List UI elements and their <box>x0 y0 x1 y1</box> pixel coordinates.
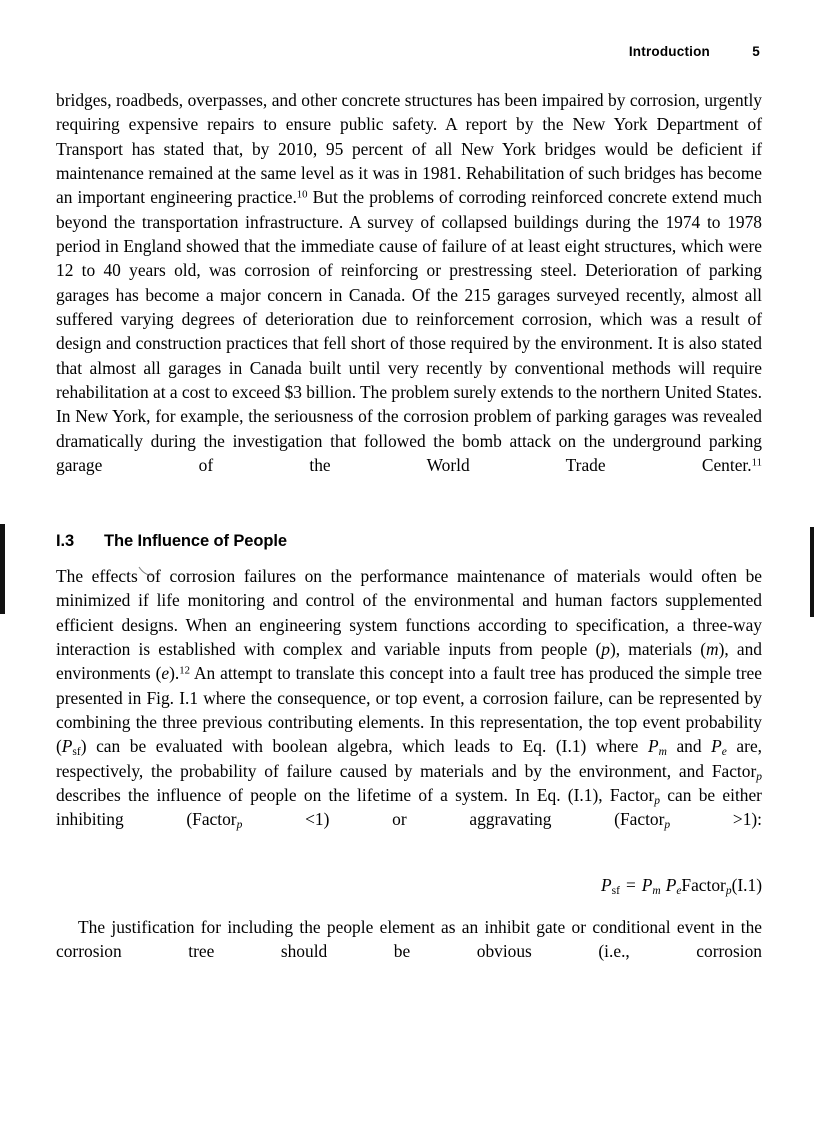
symbol-P-e: P <box>711 736 722 757</box>
paragraph-text-segment: ). <box>169 663 180 684</box>
variable-m: m <box>706 638 719 659</box>
running-head-title: Introduction <box>628 44 710 59</box>
equation-operator: = <box>625 874 636 895</box>
spacer <box>56 896 762 915</box>
paragraph-text-segment: describes the influence of people on the lifetime of a system. In Eq. (I.1), Factor <box>56 784 655 805</box>
display-equation <box>56 875 762 896</box>
variable-e: e <box>161 663 170 684</box>
footnote-marker-12: 12 <box>179 664 191 677</box>
equation-rhs-2-base: P <box>665 874 677 895</box>
equation-rhs-3-word: Factor <box>681 874 726 895</box>
paragraph-text-segment: ) can be evaluated with boolean algebra, which leads to Eq. (I.1) where <box>80 736 648 757</box>
equation-rhs-1-subscript: m <box>652 885 661 898</box>
spacer <box>56 551 762 564</box>
paragraph-text-segment: ), materials ( <box>610 638 707 659</box>
paragraph-text-segment: The justification for including the people element as an inhibit gate or conditional event in the corrosion tree should be obvious (i.e., corrosion <box>56 916 762 962</box>
spacer <box>56 502 762 532</box>
paragraph-text-segment: can be either inhibiting (Factor <box>56 784 762 830</box>
symbol-P-sf: P <box>61 736 73 757</box>
subscript-m: m <box>658 746 667 759</box>
scan-artifact-left-edge-bar <box>0 524 5 614</box>
section-number: I.3 <box>56 531 75 550</box>
equation-lhs-subscript: sf <box>611 885 620 898</box>
section-title: The Influence of People <box>104 531 287 550</box>
running-head <box>56 44 760 64</box>
closing-paragraph <box>56 915 762 988</box>
paragraph-text-segment: <1) or aggravating (Factor <box>242 809 665 830</box>
text-column <box>56 88 762 988</box>
subscript-p-1: p <box>756 770 762 783</box>
subscript-p-3: p <box>236 819 243 832</box>
section-heading <box>56 532 762 551</box>
subscript-e: e <box>721 746 727 759</box>
footnote-marker-10: 10 <box>296 188 308 201</box>
section-paragraph <box>56 564 762 856</box>
page-number: 5 <box>752 44 760 59</box>
footnote-marker-11: 11 <box>751 456 762 469</box>
paragraph-text-segment: >1): <box>670 809 763 830</box>
paragraph-text-segment: But the problems of corroding reinforced concrete extend much beyond the transportation infrastructure. A survey of collapsed buildings during the 1974 to 1978 period in England showed that the immediate cause of failure of at least eight structures, which were 12 to 40 years old, was corrosion of reinforcing or prestressing steel. Deterioration of parking garages has become a major concern in Canada. Of the 215 garages surveyed recently, almost all suffered varying degrees of deterioration due to reinforcement corrosion, which was a result of design and construction practices that fell short of those required by the environment. It is also stated that almost all garages in Canada built until very recently by conventional methods will require rehabilitation at a cost to exceed $3 billion. The problem surely extends to the northern United States. In New York, for example, the seriousness of the corrosion problem of parking garages was revealed dramatically during the investigation that followed the bomb attack on the underground parking garage of the World Trade Center. <box>56 187 762 476</box>
equation-expression <box>601 875 732 896</box>
equation-lhs-base: P <box>601 874 612 895</box>
scan-artifact-right-edge-bar <box>810 527 814 617</box>
paragraph-text-segment: bridges, roadbeds, overpasses, and other concrete structures has been impaired by corrosion, urgently requiring expensive repairs to ensure public safety. A report by the New York Department of Transport has stated that, by 2010, 95 percent of all New York bridges would be deficient if maintenance remained at the same level as it was in 1981. Rehabilitation of such bridges has become an important engineering practice. <box>56 90 762 208</box>
paragraph-text-segment: The effects of corrosion failures on the performance maintenance of materials would often be minimized if life monitoring and control of the environmental and human factors supplemented efficient designs. When an engineering system functions according to specification, a three-way interaction is established with complex and variable inputs from people ( <box>56 565 762 659</box>
symbol-P-m: P <box>647 736 659 757</box>
paragraph-text-segment: ), and environments ( <box>56 638 762 684</box>
equation-rhs-1-base: P <box>641 874 653 895</box>
subscript-p-4: p <box>664 819 671 832</box>
subscript-p-2: p <box>654 795 661 808</box>
variable-p: p <box>601 638 610 659</box>
paragraph-continuation <box>56 88 762 502</box>
paragraph-text-segment: An attempt to translate this concept into a fault tree has produced the simple tree presented in Fig. I.1 where the consequence, or top event, a corrosion failure, can be represented by combining the three previous contributing elements. In this representation, the top event probability ( <box>56 663 762 757</box>
paragraph-text-segment: and <box>666 736 712 757</box>
equation-rhs-3-subscript: p <box>725 885 732 898</box>
subscript-sf: sf <box>72 746 81 759</box>
spacer <box>56 856 762 875</box>
equation-number: (I.1) <box>731 874 762 895</box>
paragraph-text-segment: are, respectively, the probability of failure caused by materials and by the environment, and Factor <box>56 736 763 781</box>
equation-rhs-2-subscript: e <box>676 885 682 898</box>
